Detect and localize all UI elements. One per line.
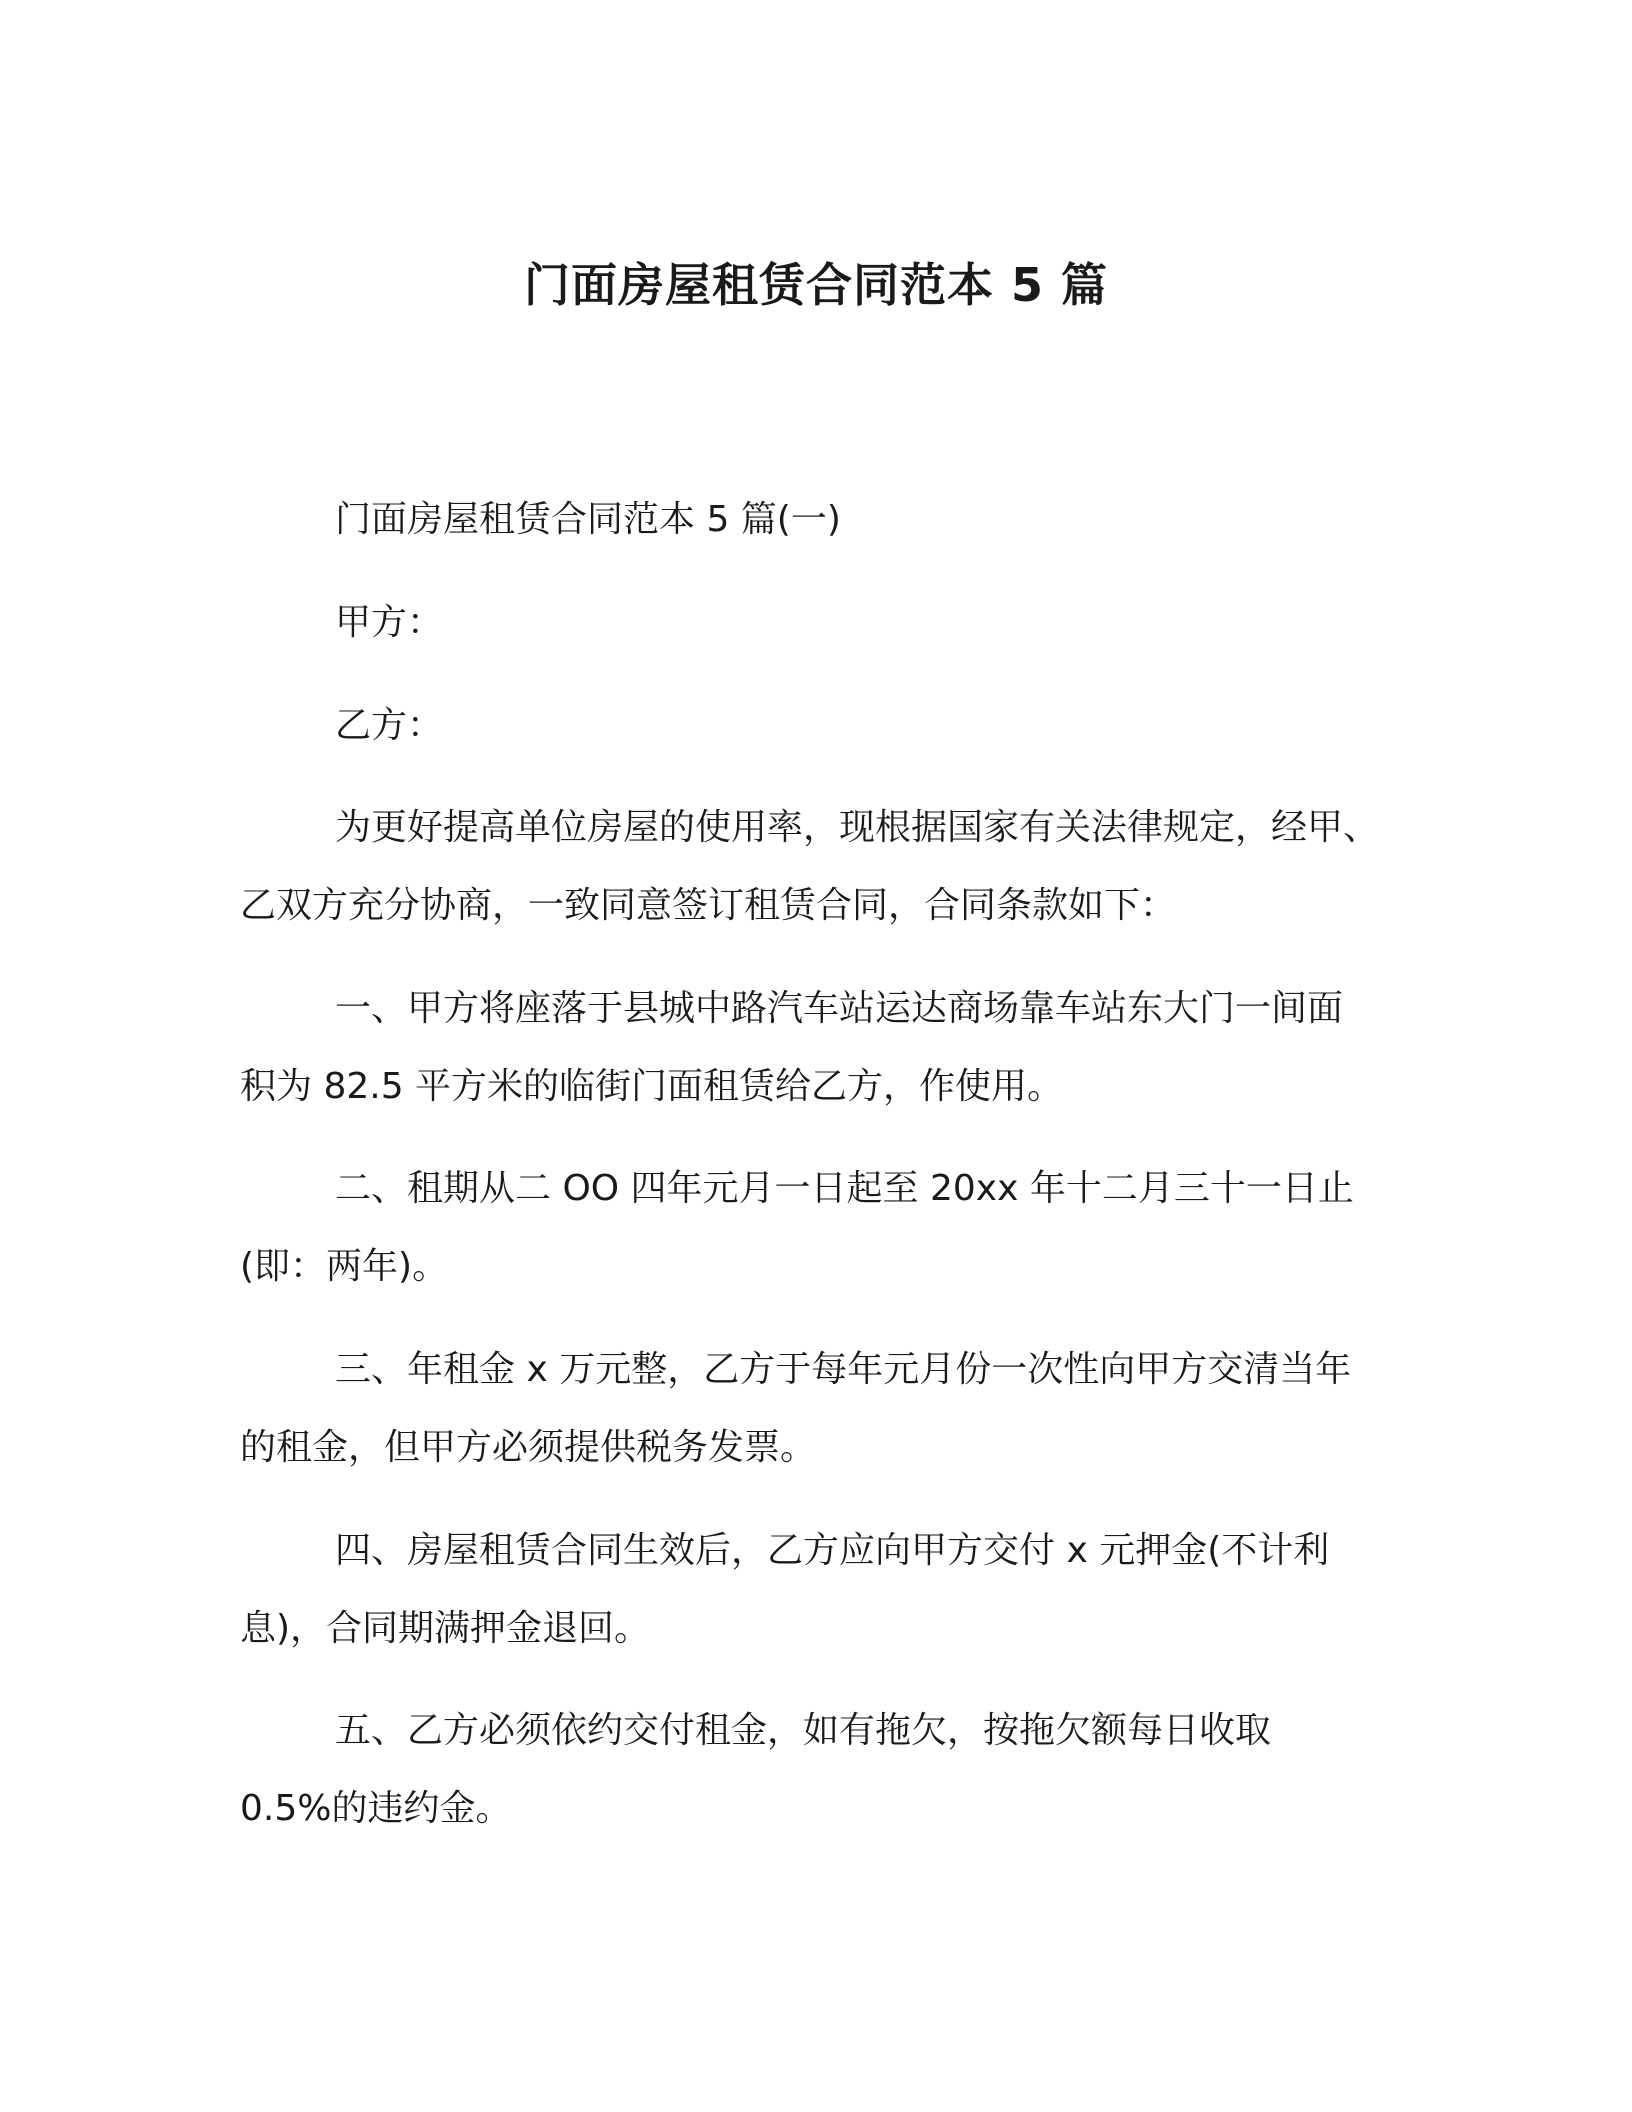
clause-3-line-2: 的租金，但甲方必须提供税务发票。 [240,1427,817,1468]
clause-4-line-1: 四、房屋租赁合同生效后，乙方应向甲方交付 x 元押金(不计利 [335,1530,1330,1571]
clause-2-line-1: 二、租期从二 OO 四年元月一日起至 20xx 年十二月三十一日止 [335,1168,1354,1209]
clause-1-line-2: 积为 82.5 平方米的临街门面租赁给乙方，作使用。 [240,1066,1064,1107]
clause-5-line-1: 五、乙方必须依约交付租金，如有拖欠，按拖欠额每日收取 [335,1710,1272,1751]
clause-3-line-1: 三、年租金 x 万元整，乙方于每年元月份一次性向甲方交清当年 [335,1349,1352,1390]
party-a-label: 甲方： [335,602,444,643]
clause-4-line-2: 息)，合同期满押金退回。 [240,1608,651,1649]
party-b-label: 乙方： [335,705,444,746]
intro-paragraph-line-2: 乙双方充分协商，一致同意签订租赁合同，合同条款如下： [240,885,1177,926]
clause-2-line-2: (即：两年)。 [240,1246,449,1287]
document-title: 门面房屋租赁合同范本 5 篇 [523,257,1109,312]
clause-5-line-2: 0.5%的违约金。 [240,1788,512,1829]
intro-paragraph-line-1: 为更好提高单位房屋的使用率，现根据国家有关法律规定，经甲、 [335,807,1380,848]
section-heading: 门面房屋租赁合同范本 5 篇(一) [335,499,841,540]
clause-1-line-1: 一、甲方将座落于县城中路汽车站运达商场靠车站东大门一间面 [335,988,1344,1029]
